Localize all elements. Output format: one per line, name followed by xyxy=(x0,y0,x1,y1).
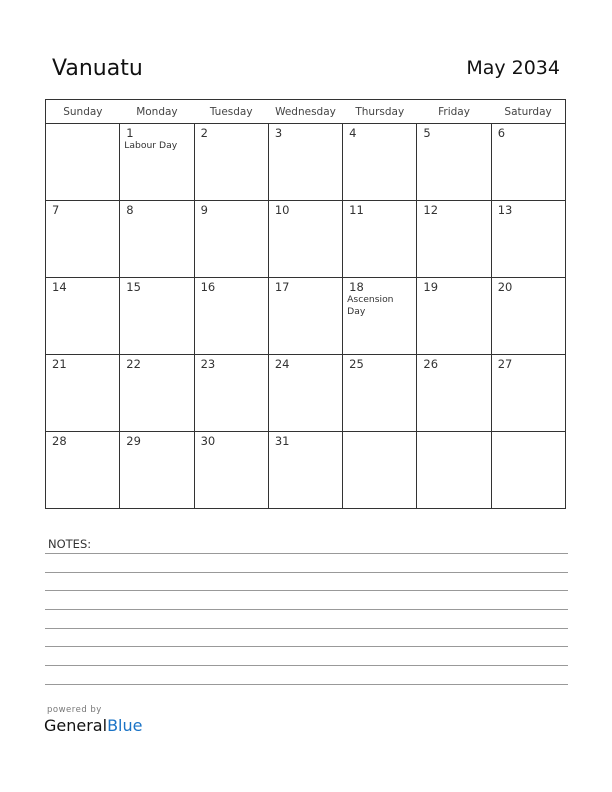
day-number: 4 xyxy=(349,126,357,140)
day-cell xyxy=(343,432,417,509)
week-row xyxy=(46,278,566,355)
day-number: 7 xyxy=(52,203,60,217)
day-number: 5 xyxy=(423,126,431,140)
weekday-header: Monday xyxy=(120,100,194,124)
country-title: Vanuatu xyxy=(52,56,143,81)
day-cell xyxy=(268,355,342,432)
weekday-header: Wednesday xyxy=(268,100,342,124)
day-number: 30 xyxy=(200,434,216,448)
day-number: 29 xyxy=(126,434,141,448)
day-number: 27 xyxy=(497,357,513,371)
day-cell xyxy=(491,432,565,509)
day-cell xyxy=(120,432,194,509)
day-number: 19 xyxy=(423,280,439,294)
brand-name-part1: General xyxy=(44,716,108,735)
day-number: 16 xyxy=(200,280,216,294)
day-number: 15 xyxy=(126,280,141,294)
brand-name-part2: Blue xyxy=(107,716,143,735)
day-cell xyxy=(194,355,268,432)
day-number: 1 xyxy=(126,126,134,140)
day-cell xyxy=(268,124,342,201)
day-number: 12 xyxy=(423,203,439,217)
day-cell xyxy=(491,278,565,355)
week-row xyxy=(46,124,566,201)
day-cell xyxy=(417,201,491,278)
note-line xyxy=(45,684,568,685)
day-number: 28 xyxy=(52,434,67,448)
holiday-label: Labour Day xyxy=(124,140,178,151)
day-cell xyxy=(46,278,120,355)
day-cell xyxy=(491,201,565,278)
weekday-header: Thursday xyxy=(343,100,417,124)
day-cell xyxy=(343,355,417,432)
note-line xyxy=(45,553,568,554)
notes-label: NOTES: xyxy=(48,537,92,551)
day-number: 11 xyxy=(349,203,364,217)
day-cell xyxy=(120,124,194,201)
brand-logo xyxy=(44,716,142,735)
day-number: 3 xyxy=(274,126,283,140)
weekday-header: Saturday xyxy=(491,100,565,124)
day-number: 22 xyxy=(126,357,141,371)
day-number: 6 xyxy=(497,126,506,140)
day-cell xyxy=(120,201,194,278)
day-number: 2 xyxy=(200,126,208,140)
day-cell xyxy=(46,124,120,201)
month-year-title: May 2034 xyxy=(466,57,560,79)
day-cell xyxy=(343,278,417,355)
powered-by-text: powered by xyxy=(47,705,102,715)
day-cell xyxy=(46,355,120,432)
day-number: 20 xyxy=(497,280,513,294)
day-number: 9 xyxy=(200,203,208,217)
day-cell xyxy=(343,201,417,278)
weekday-header-row xyxy=(46,100,566,124)
day-number: 31 xyxy=(274,434,290,448)
weekday-header: Sunday xyxy=(46,100,120,124)
week-row xyxy=(46,355,566,432)
day-number: 8 xyxy=(126,203,134,217)
day-number: 17 xyxy=(274,280,290,294)
calendar-grid xyxy=(45,99,566,509)
day-cell xyxy=(417,278,491,355)
day-cell xyxy=(194,124,268,201)
day-cell xyxy=(194,201,268,278)
day-cell xyxy=(268,432,342,509)
day-cell xyxy=(417,432,491,509)
day-number: 18 xyxy=(349,280,364,294)
weekday-header: Tuesday xyxy=(194,100,268,124)
day-number: 26 xyxy=(423,357,439,371)
day-number: 14 xyxy=(52,280,67,294)
note-line xyxy=(45,609,568,610)
day-number: 25 xyxy=(349,357,364,371)
day-cell xyxy=(417,124,491,201)
day-cell xyxy=(268,278,342,355)
day-cell xyxy=(268,201,342,278)
day-cell xyxy=(343,124,417,201)
day-cell xyxy=(120,278,194,355)
day-cell xyxy=(491,124,565,201)
day-cell xyxy=(194,432,268,509)
day-number: 13 xyxy=(497,203,513,217)
day-cell xyxy=(120,355,194,432)
week-row xyxy=(46,432,566,509)
note-line xyxy=(45,665,568,666)
note-line xyxy=(45,572,568,573)
day-cell xyxy=(417,355,491,432)
note-line xyxy=(45,628,568,629)
day-number: 24 xyxy=(274,357,290,371)
note-line xyxy=(45,646,568,647)
holiday-label: Ascension Day xyxy=(347,294,394,317)
week-row xyxy=(46,201,566,278)
day-number: 10 xyxy=(274,203,290,217)
day-cell xyxy=(491,355,565,432)
day-cell xyxy=(46,201,120,278)
day-cell xyxy=(194,278,268,355)
weekday-header: Friday xyxy=(417,100,491,124)
day-number: 23 xyxy=(200,357,216,371)
day-number: 21 xyxy=(52,357,67,371)
note-line xyxy=(45,590,568,591)
day-cell xyxy=(46,432,120,509)
